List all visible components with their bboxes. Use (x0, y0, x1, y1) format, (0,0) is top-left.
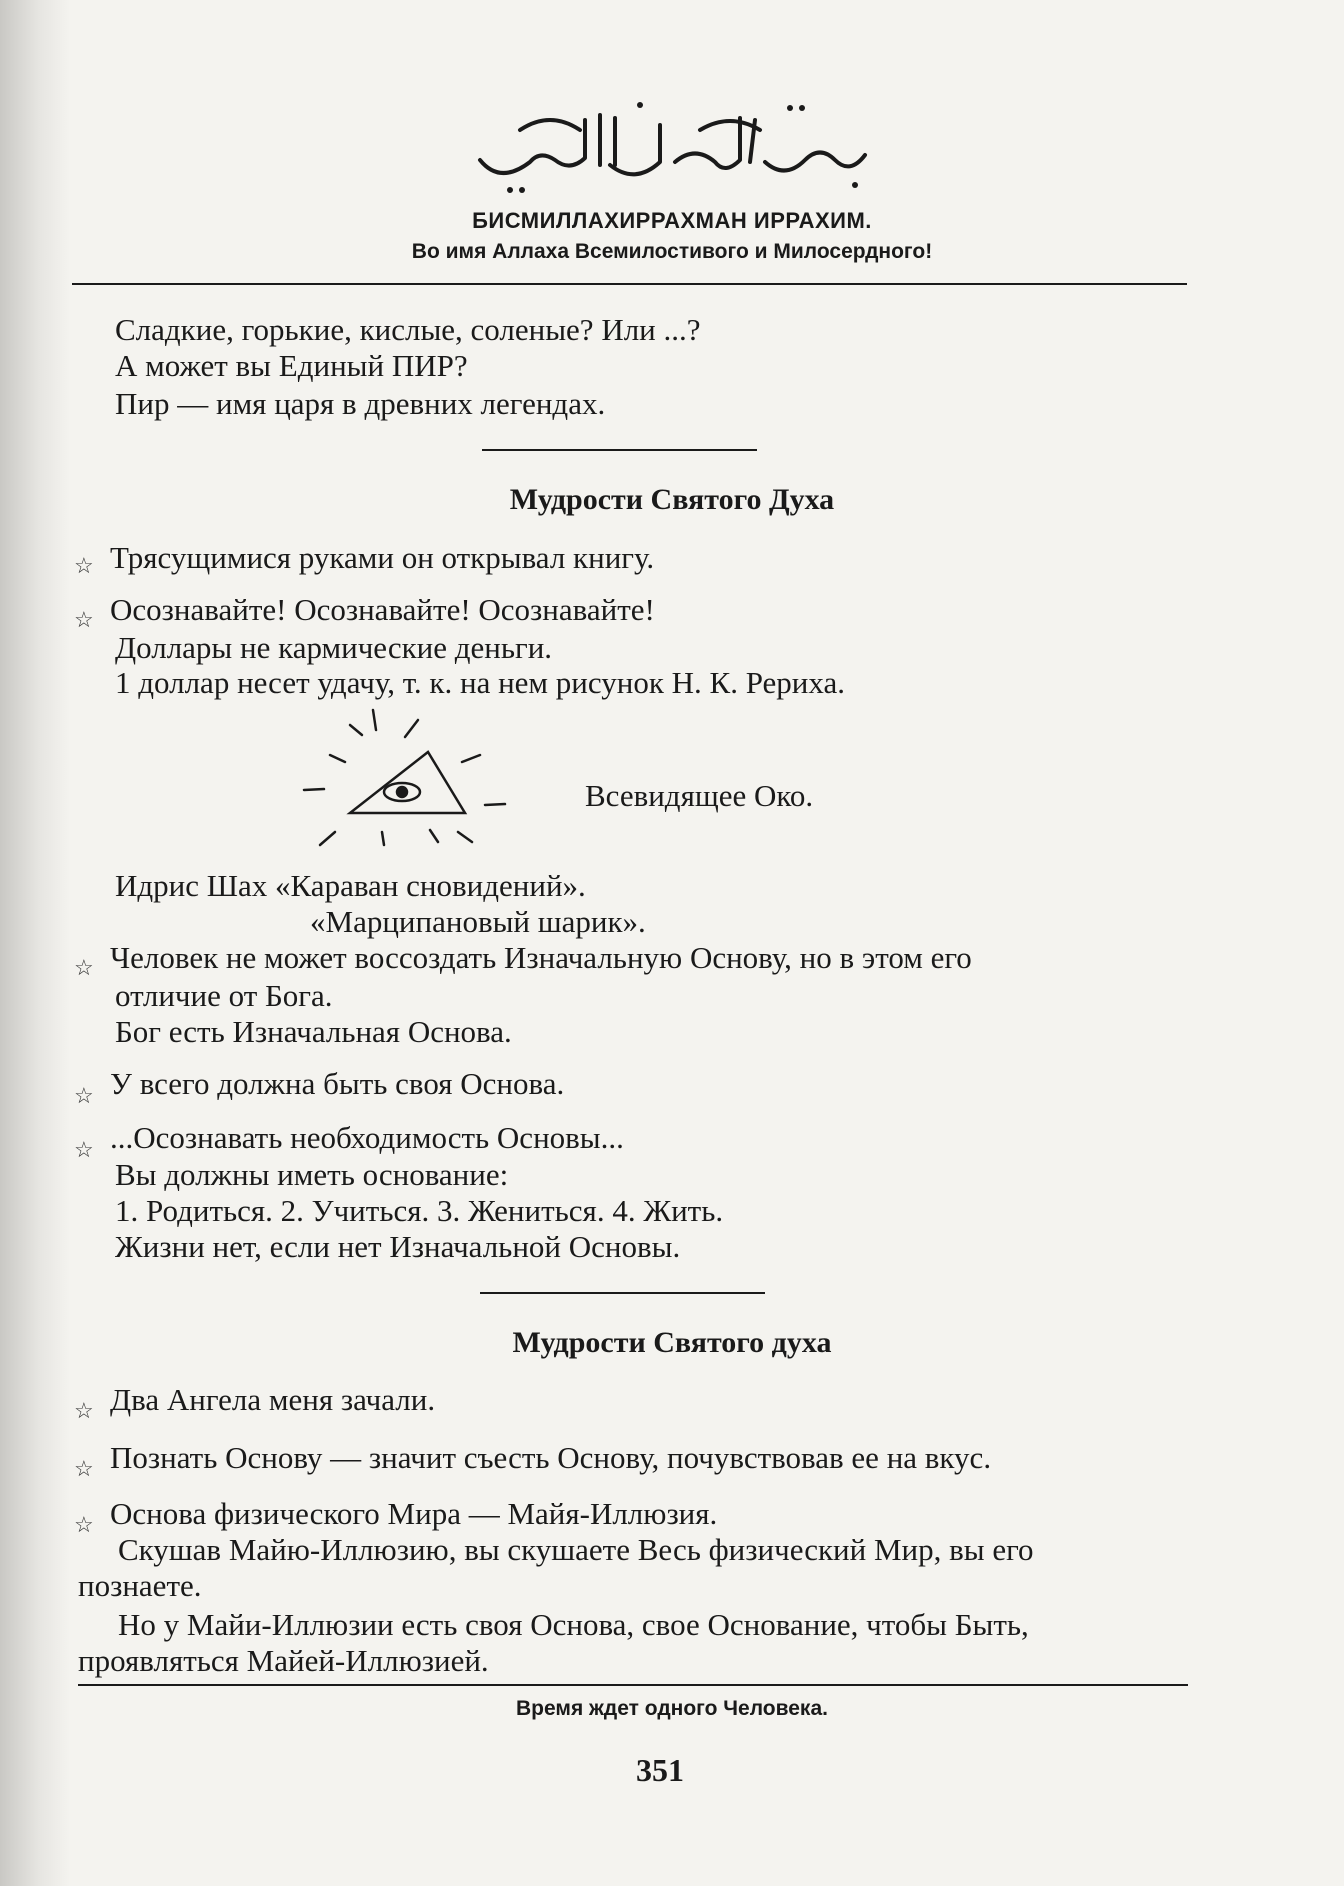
bismillah-subtitle: Во имя Аллаха Всемилостивого и Милосердного! (411, 240, 933, 263)
section-2-item-3: Основа физического Мира — Майя-Иллюзия. (110, 1496, 718, 1531)
star-bullet-icon: ☆ (74, 1512, 94, 1537)
section-1-item-2-line-3: 1 доллар несет удачу, т. к. на нем рисунок Н. К. Рериха. (115, 665, 845, 700)
section-1-item-4: У всего должна быть своя Основа. (110, 1066, 565, 1101)
section-1-item-1: Трясущимися руками он открывал книгу. (110, 540, 655, 575)
section-1-item-5-line-1: ...Осознавать необходимость Основы... (110, 1120, 624, 1155)
section-2-item-2: Познать Основу — значит съесть Основу, почувствовав ее на вкус. (110, 1440, 992, 1475)
section-2-paragraph-2-line-2: проявляться Майей-Иллюзией. (78, 1643, 489, 1678)
section-2-paragraph-2-line-1: Но у Майи-Иллюзии есть своя Основа, свое Основание, чтобы Быть, (118, 1607, 1029, 1642)
section-1-item-5-line-2: Вы должны иметь основание: (115, 1157, 509, 1192)
star-bullet-icon: ☆ (74, 607, 94, 632)
footer-rule (78, 1684, 1188, 1686)
intro-line-3: Пир — имя царя в древних легендах. (115, 386, 606, 421)
section-2-paragraph-1-line-2: познаете. (78, 1568, 202, 1603)
star-bullet-icon: ☆ (74, 1456, 94, 1481)
star-bullet-icon: ☆ (74, 955, 94, 980)
section-1-item-2-line-1: Осознавайте! Осознавайте! Осознавайте! (110, 592, 655, 627)
section-2-item-1: Два Ангела меня зачали. (110, 1382, 436, 1417)
star-bullet-icon: ☆ (74, 1398, 94, 1423)
section-1-item-2-line-2: Доллары не кармические деньги. (115, 630, 553, 665)
intro-line-1: Сладкие, горькие, кислые, соленые? Или ...? (115, 312, 701, 347)
section-divider-2 (480, 1292, 765, 1294)
section-2-heading: Мудрости Святого духа (512, 1326, 832, 1359)
star-bullet-icon: ☆ (74, 1137, 94, 1162)
header-rule (72, 283, 1187, 285)
arabic-bismillah-calligraphy-icon (460, 90, 880, 200)
footer-motto: Время ждет одного Человека. (516, 1697, 828, 1720)
intro-line-2: А может вы Единый ПИР? (115, 348, 468, 383)
all-seeing-eye-icon (290, 700, 530, 870)
star-bullet-icon: ☆ (74, 1083, 94, 1108)
section-2-paragraph-1-line-1: Скушав Майю-Иллюзию, вы скушаете Весь физический Мир, вы его (118, 1532, 1034, 1567)
section-1-item-3-line-1: Человек не может воссоздать Изначальную Основу, но в этом его (110, 940, 972, 975)
page-number: 351 (636, 1752, 684, 1788)
section-1-item-3-line-2: отличие от Бога. (115, 978, 333, 1013)
section-1-item-3-line-3: Бог есть Изначальная Основа. (115, 1014, 512, 1049)
bismillah-title: БИСМИЛЛАХИРРАХМАН ИРРАХИМ. (472, 208, 872, 233)
book-title-1: Идрис Шах «Караван сновидений». (115, 868, 586, 903)
section-1-item-5-line-4: Жизни нет, если нет Изначальной Основы. (115, 1229, 681, 1264)
book-title-2: «Марципановый шарик». (310, 904, 646, 939)
page-binding-shadow (0, 0, 70, 1886)
eye-caption: Всевидящее Око. (585, 778, 814, 813)
section-1-heading: Мудрости Святого Духа (509, 483, 835, 516)
section-divider-1 (482, 449, 757, 451)
star-bullet-icon: ☆ (74, 553, 94, 578)
section-1-item-5-line-3: 1. Родиться. 2. Учиться. 3. Жениться. 4. Жить. (115, 1193, 724, 1228)
